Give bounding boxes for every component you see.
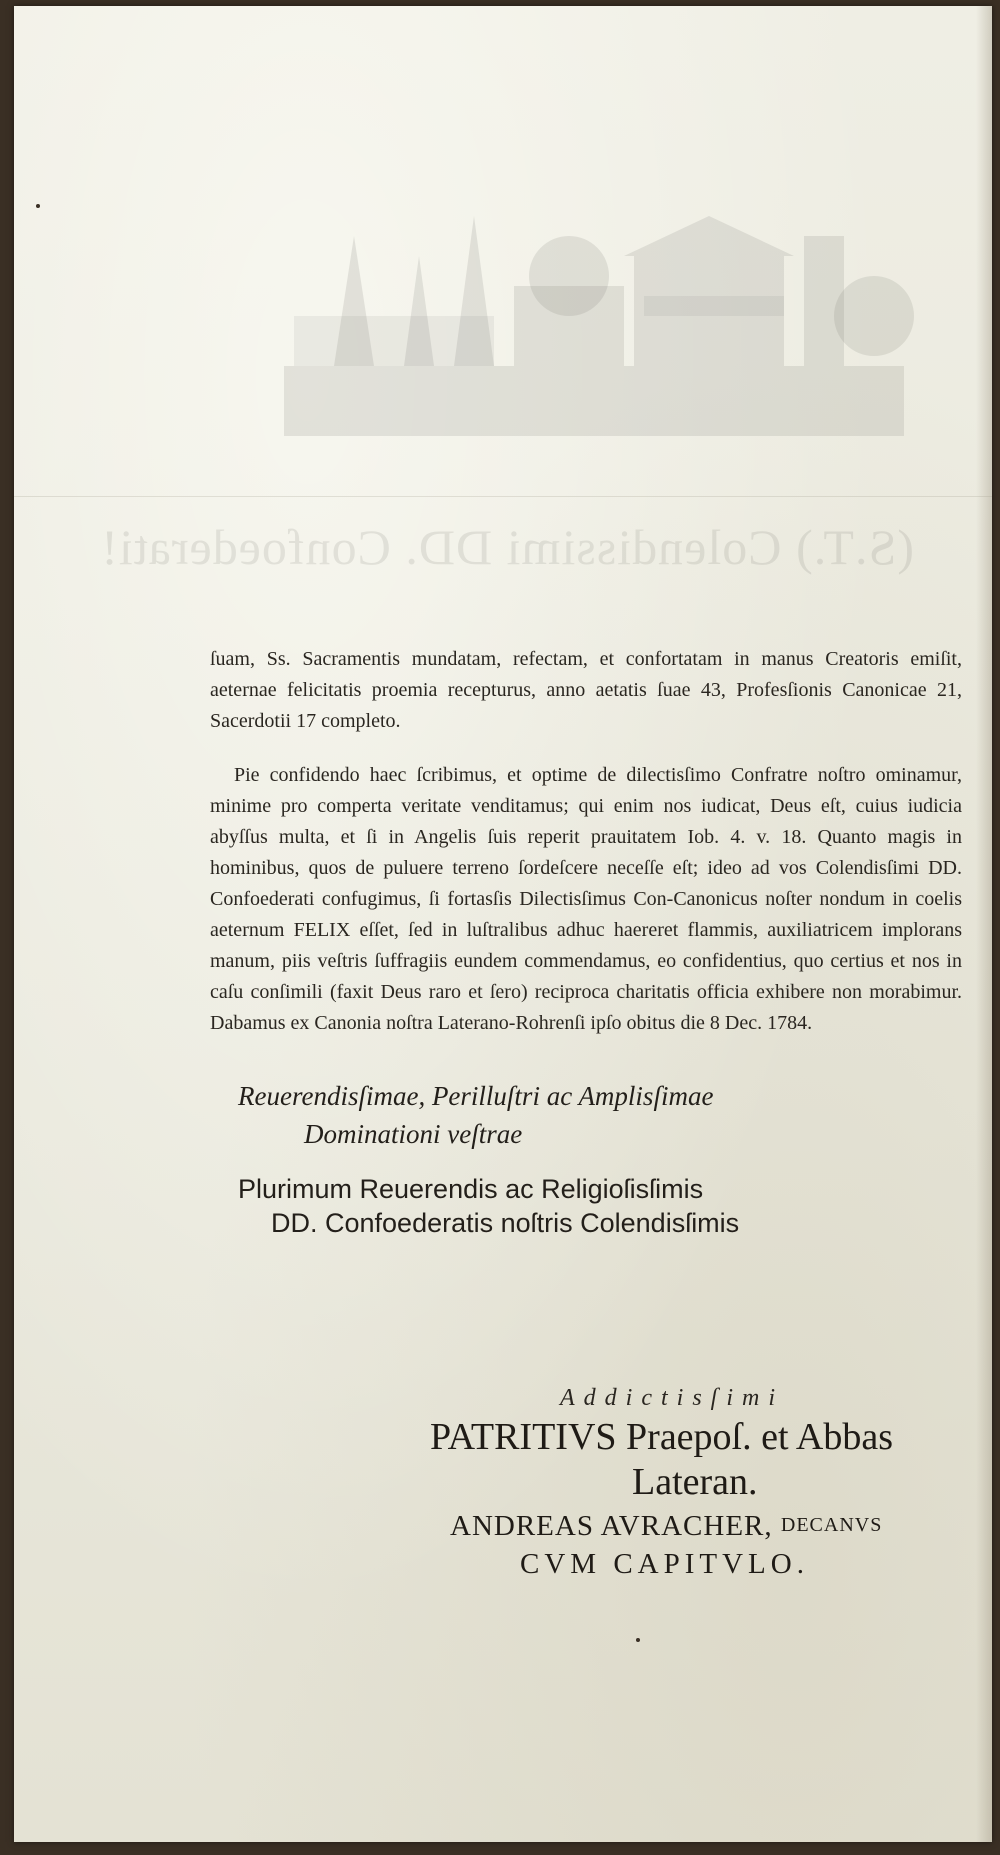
signature-dean-title: DECANVS — [780, 1514, 883, 1536]
paragraph-main: Pie confidendo haec ſcribimus, et optime de dilectisſimo Confratre noſtro ominamur, minime pro comperta veritate venditamus; qui enim nos iudicat, Deus eſt, cuius iudicia abyſſus multa, et ſi in Angelis ſuis reperit prauitatem Iob. 4. v. 18. Quanto magis in hominibus, quos de puluere terreno ſordeſcere neceſſe eſt; ideo ad vos Colendisſimi DD. Confoederati confugimus, ſi fortasſis Dilectisſimus Con-Canonicus noſter nondum in coelis aeternum FELIX eſſet, ſed in luſtralibus adhuc haereret flammis, auxiliatricem implorans manum, piis veſtris ſuffragiis eundem commendamus, eo confidentius, quo certius et nos in caſu conſimili (faxit Deus raro et ſero) reciproca charitatis officia exhibere non morabimur. Dabamus ex Canonia noſtra Laterano-Rohrenſi ipſo obitus die 8 Dec. 1784. — [210, 764, 962, 1034]
signature-chapter: CVM CAPITVLO. — [520, 1548, 809, 1580]
closing-line-1: Reuerendisſimae, Perilluſtri ac Amplisſimae — [238, 1081, 714, 1111]
signature-lateran: Lateran. — [632, 1461, 758, 1503]
closing-salutation-italic — [238, 1077, 713, 1153]
ink-speck — [36, 204, 40, 208]
closing-line-3: Plurimum Reuerendis ac Religioſisſimis — [238, 1174, 704, 1204]
closing-line-2: Dominationi veſtrae — [304, 1119, 523, 1149]
signature-dean-name: ANDREAS AVRACHER, — [450, 1510, 773, 1542]
closing-salutation-address — [238, 1172, 739, 1240]
signature-abbot: PATRITIVS Praepoſ. et Abbas — [430, 1416, 894, 1458]
bleed-through-engraving — [274, 196, 914, 446]
closing-line-4: DD. Confoederatis noſtris Colendisſimis — [271, 1208, 740, 1238]
page-edge-shadow — [976, 6, 992, 1842]
fold-line — [14, 496, 992, 497]
ink-speck — [636, 1638, 640, 1642]
bleed-through-heading: (S.T.) Colendissimi DD. Confoederati! — [100, 519, 914, 575]
addictissimi-line: Addictisſimi — [560, 1385, 784, 1411]
paragraph-opening: ſuam, Ss. Sacramentis mundatam, refectam, et confortatam in manus Creatoris emiſit, aeternae felicitatis proemia recepturus, anno aetatis ſuae 43, Profesſionis Canonicae 21, Sacerdotii 17 completo. — [210, 648, 962, 732]
signature-dean — [450, 1510, 882, 1543]
